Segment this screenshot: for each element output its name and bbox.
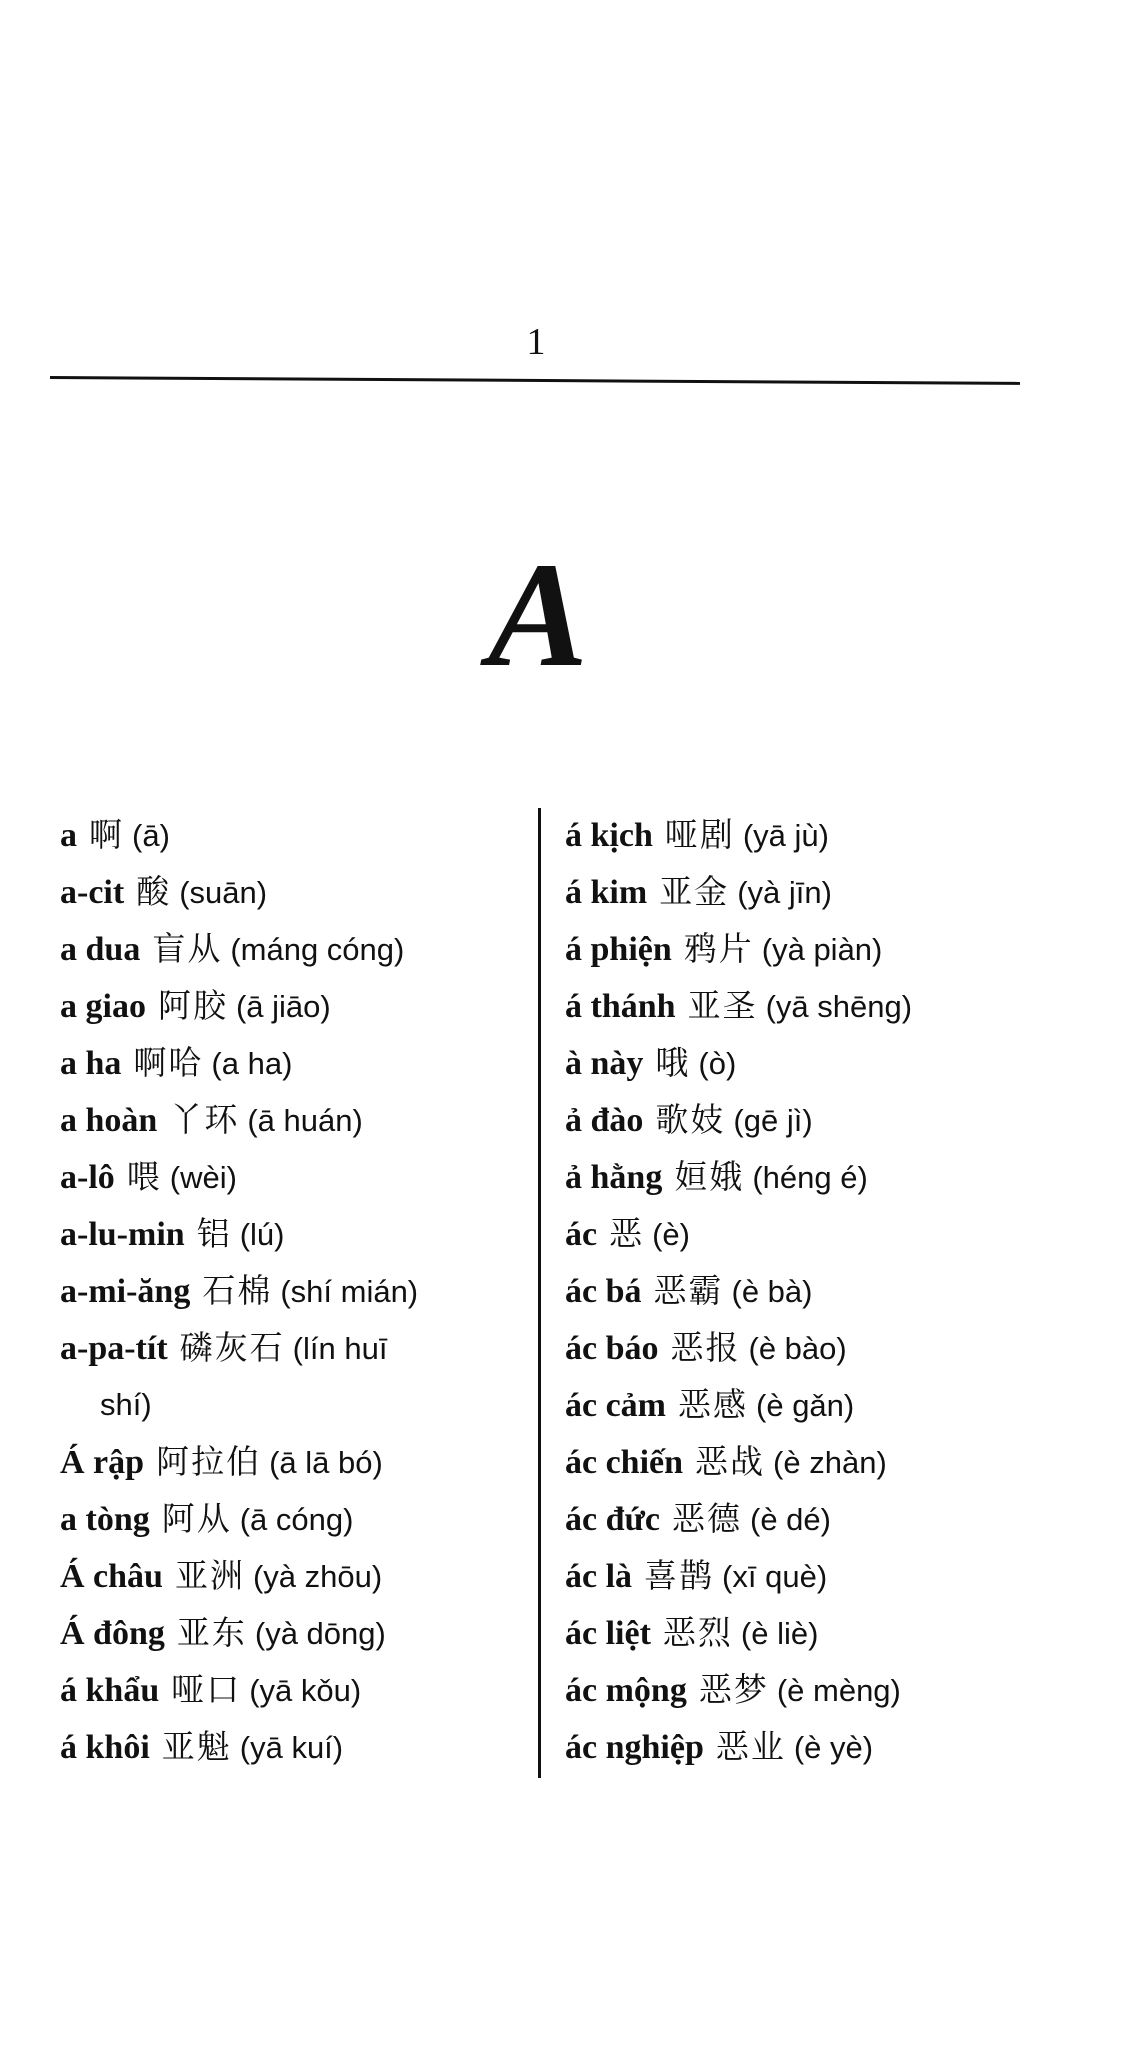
entry-vietnamese: ác bá (565, 1273, 642, 1310)
entry-vietnamese: á kịch (565, 817, 653, 854)
entry-vietnamese: ác cảm (565, 1387, 667, 1424)
entry (60, 1718, 530, 1775)
entry-chinese: 喂 (126, 1157, 162, 1196)
entry-chinese: 阿拉伯 (156, 1442, 262, 1481)
entry-chinese: 啊哈 (133, 1043, 204, 1082)
entry-chinese: 亚金 (659, 872, 730, 911)
entry-vietnamese: ác đức (565, 1501, 660, 1538)
entry-chinese: 磷灰石 (179, 1328, 285, 1367)
entry-vietnamese: á kim (565, 874, 648, 911)
entry-chinese: 恶报 (670, 1328, 741, 1367)
entry-pinyin: (ā jiāo) (235, 989, 331, 1024)
entry-pinyin: (è bào) (748, 1331, 847, 1366)
header-rule (50, 376, 1020, 385)
entry-pinyin: shí) (100, 1387, 152, 1422)
entry (60, 806, 530, 863)
entry-chinese: 恶战 (695, 1442, 766, 1481)
entry-vietnamese: Á châu (60, 1558, 163, 1595)
entry-vietnamese: a hoàn (60, 1102, 158, 1139)
entry-pinyin: (è zhàn) (773, 1445, 887, 1480)
entry-vietnamese: ác mộng (565, 1672, 687, 1709)
entry-chinese: 酸 (136, 872, 172, 911)
entry-vietnamese: a-lu-min (60, 1216, 185, 1253)
entry-chinese: 喜鹊 (644, 1556, 715, 1595)
entry-chinese: 恶德 (672, 1499, 742, 1538)
entry-chinese: 阿胶 (157, 986, 228, 1025)
entry-chinese: 丫环 (169, 1100, 240, 1139)
entry-vietnamese: a-mi-ăng (60, 1273, 191, 1310)
entry-pinyin: (è gǎn) (756, 1388, 855, 1423)
entry-vietnamese: á thánh (565, 988, 676, 1025)
entry-vietnamese: ác (565, 1216, 598, 1253)
entry (565, 1604, 1025, 1661)
entry-chinese: 亚洲 (174, 1556, 245, 1595)
entry (60, 1547, 530, 1604)
entry-pinyin: (máng cóng) (230, 932, 405, 967)
entry (60, 1148, 530, 1205)
entry (60, 977, 530, 1034)
entry-pinyin: (yà piàn) (761, 932, 883, 967)
entry-vietnamese: a giao (60, 988, 146, 1025)
entry-vietnamese: á phiện (565, 931, 672, 968)
entry-vietnamese: ả hằng (565, 1159, 663, 1196)
entry (60, 863, 530, 920)
entry (60, 1604, 530, 1661)
entry-chinese: 姮娥 (674, 1157, 745, 1196)
entry-pinyin: (yà dōng) (254, 1616, 386, 1651)
entry-chinese: 哑剧 (664, 815, 735, 854)
entry-pinyin: (yā kǒu) (249, 1673, 362, 1708)
entry (565, 1661, 1025, 1718)
entry-chinese: 鸦片 (683, 929, 754, 968)
entry (565, 1205, 1025, 1262)
entry-chinese: 恶烈 (662, 1613, 733, 1652)
entry-pinyin: (shí mián) (280, 1274, 419, 1309)
entry-chinese: 铝 (196, 1214, 232, 1253)
entry-pinyin: (yà zhōu) (252, 1559, 383, 1594)
entry (565, 920, 1025, 977)
entry-vietnamese: á khẩu (60, 1672, 160, 1709)
entry-chinese: 恶梦 (698, 1670, 769, 1709)
entry-vietnamese: a-lô (60, 1159, 115, 1196)
entry (565, 1547, 1025, 1604)
entry (565, 1490, 1025, 1547)
entry-pinyin: (è mèng) (776, 1673, 901, 1708)
entry (565, 1376, 1025, 1433)
left-column (60, 806, 530, 1775)
entry-pinyin: (è) (652, 1217, 690, 1252)
entry-pinyin: (wèi) (169, 1160, 237, 1195)
entry-pinyin: (suān) (179, 875, 268, 910)
entry-pinyin: (ā huán) (247, 1103, 363, 1138)
entry (565, 1148, 1025, 1205)
entry-pinyin: (xī què) (722, 1559, 828, 1594)
entry (60, 1205, 530, 1262)
entry-pinyin: (yā shēng) (765, 989, 913, 1024)
entry (565, 1034, 1025, 1091)
entry-chinese: 恶业 (715, 1727, 786, 1766)
entry (60, 1262, 530, 1319)
entry-pinyin: (lín huī (292, 1331, 388, 1366)
entry (60, 1661, 530, 1718)
entry-continuation (60, 1376, 530, 1433)
entry-vietnamese: a dua (60, 931, 141, 968)
entry (565, 977, 1025, 1034)
entry-pinyin: (lú) (239, 1217, 285, 1252)
entry-chinese: 亚东 (176, 1613, 247, 1652)
entry-chinese: 哦 (655, 1043, 691, 1082)
page-number: 1 (526, 321, 546, 363)
entry-vietnamese: a-cit (60, 874, 125, 911)
entry (565, 1262, 1025, 1319)
entry-chinese: 哑口 (171, 1670, 242, 1709)
entry (565, 806, 1025, 863)
entry-pinyin: (è liè) (740, 1616, 819, 1651)
entry (60, 1433, 530, 1490)
column-divider (538, 808, 541, 1778)
entry-pinyin: (ā lā bó) (269, 1445, 383, 1480)
entry-chinese: 阿从 (161, 1499, 232, 1538)
entry-pinyin: (ā cóng) (239, 1502, 354, 1537)
entry (60, 1034, 530, 1091)
entry-chinese: 亚圣 (687, 986, 758, 1025)
entry-chinese: 歌妓 (655, 1100, 726, 1139)
entry-pinyin: (è yè) (793, 1730, 874, 1765)
entry-chinese: 恶感 (678, 1385, 749, 1424)
entry-pinyin: (è dé) (750, 1502, 831, 1537)
entry-chinese: 石棉 (202, 1271, 273, 1310)
entry-vietnamese: á khôi (60, 1729, 150, 1766)
entry-chinese: 啊 (89, 815, 124, 854)
entry (565, 863, 1025, 920)
entry-pinyin: (yà jīn) (737, 875, 832, 910)
entry-pinyin: (ò) (698, 1046, 737, 1081)
entry (565, 1091, 1025, 1148)
entry (60, 1490, 530, 1547)
entry-pinyin: (gē jì) (733, 1103, 813, 1138)
right-column (565, 806, 1025, 1775)
section-letter: A (487, 532, 585, 698)
entry-vietnamese: ác chiến (565, 1444, 684, 1481)
entry (565, 1319, 1025, 1376)
entry-chinese: 恶 (609, 1214, 645, 1253)
entry-chinese: 亚魁 (161, 1727, 232, 1766)
entry-vietnamese: a ha (60, 1045, 122, 1082)
entry-vietnamese: à này (565, 1045, 644, 1082)
entry-vietnamese: a tòng (60, 1501, 150, 1538)
entry (60, 920, 530, 977)
entry-vietnamese: ác nghiệp (565, 1729, 704, 1766)
entry-chinese: 恶霸 (653, 1271, 724, 1310)
entry-chinese: 盲从 (152, 929, 223, 968)
entry-vietnamese: a-pa-tít (60, 1330, 168, 1367)
entry-vietnamese: Á đông (60, 1615, 165, 1652)
entry-vietnamese: a (60, 817, 77, 854)
entry-pinyin: (è bà) (731, 1274, 813, 1309)
entry-pinyin: (a ha) (211, 1046, 293, 1081)
entry (565, 1433, 1025, 1490)
entry-vietnamese: ác là (565, 1558, 633, 1595)
entry-pinyin: (ā) (132, 818, 170, 853)
entry-vietnamese: ác báo (565, 1330, 659, 1367)
entry-pinyin: (yā jù) (742, 818, 829, 853)
entry-pinyin: (yā kuí) (239, 1730, 344, 1765)
entry-vietnamese: Á rập (60, 1444, 145, 1481)
entry (60, 1091, 530, 1148)
entry (565, 1718, 1025, 1775)
entry (60, 1319, 530, 1376)
entry-vietnamese: ác liệt (565, 1615, 651, 1652)
entry-vietnamese: ả đào (565, 1102, 644, 1139)
entry-pinyin: (héng é) (752, 1160, 868, 1195)
